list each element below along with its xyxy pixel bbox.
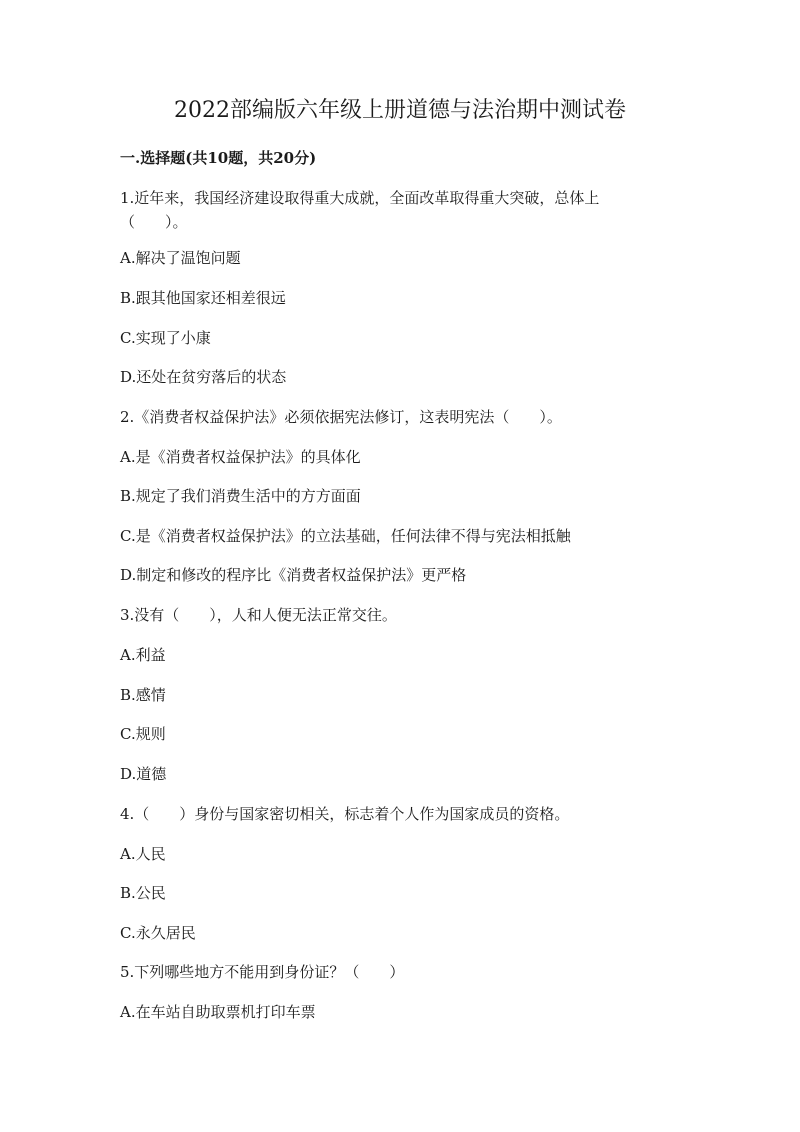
question-2-option-b: B.规定了我们消费生活中的方方面面 (120, 487, 361, 505)
question-4-option-c: C.永久居民 (120, 924, 196, 942)
section-heading: 一.选择题(共10题，共20分) (120, 149, 317, 167)
question-3-stem: 3.没有（ ），人和人便无法正常交往。 (120, 606, 397, 624)
question-2-stem: 2.《消费者权益保护法》必须依据宪法修订，这表明宪法（ ）。 (120, 408, 562, 426)
question-3-option-b: B.感情 (120, 686, 166, 704)
question-3-option-c: C.规则 (120, 725, 166, 743)
question-3-option-a: A.利益 (120, 646, 166, 664)
question-4-option-b: B.公民 (120, 884, 166, 902)
question-2-option-a: A.是《消费者权益保护法》的具体化 (120, 448, 361, 466)
question-3-option-d: D.道德 (120, 765, 167, 783)
question-2-option-c: C.是《消费者权益保护法》的立法基础，任何法律不得与宪法相抵触 (120, 527, 571, 545)
question-4-stem: 4.（ ）身份与国家密切相关，标志着个人作为国家成员的资格。 (120, 805, 570, 823)
question-5-stem: 5.下列哪些地方不能用到身份证？（ ） (120, 963, 405, 981)
question-2-option-d: D.制定和修改的程序比《消费者权益保护法》更严格 (120, 566, 467, 584)
question-1-option-d: D.还处在贫穷落后的状态 (120, 368, 287, 386)
question-1-option-c: C.实现了小康 (120, 329, 211, 347)
question-5-option-a: A.在车站自助取票机打印车票 (120, 1003, 316, 1021)
question-1-option-a: A.解决了温饱问题 (120, 249, 241, 267)
page-title: 2022部编版六年级上册道德与法治期中测试卷 (174, 98, 626, 123)
question-4-option-a: A.人民 (120, 845, 166, 863)
question-1-stem: 1.近年来，我国经济建设取得重大成就，全面改革取得重大突破，总体上 (120, 189, 600, 207)
question-1-stem-continued: （ ）。 (120, 213, 188, 231)
question-1-option-b: B.跟其他国家还相差很远 (120, 289, 286, 307)
